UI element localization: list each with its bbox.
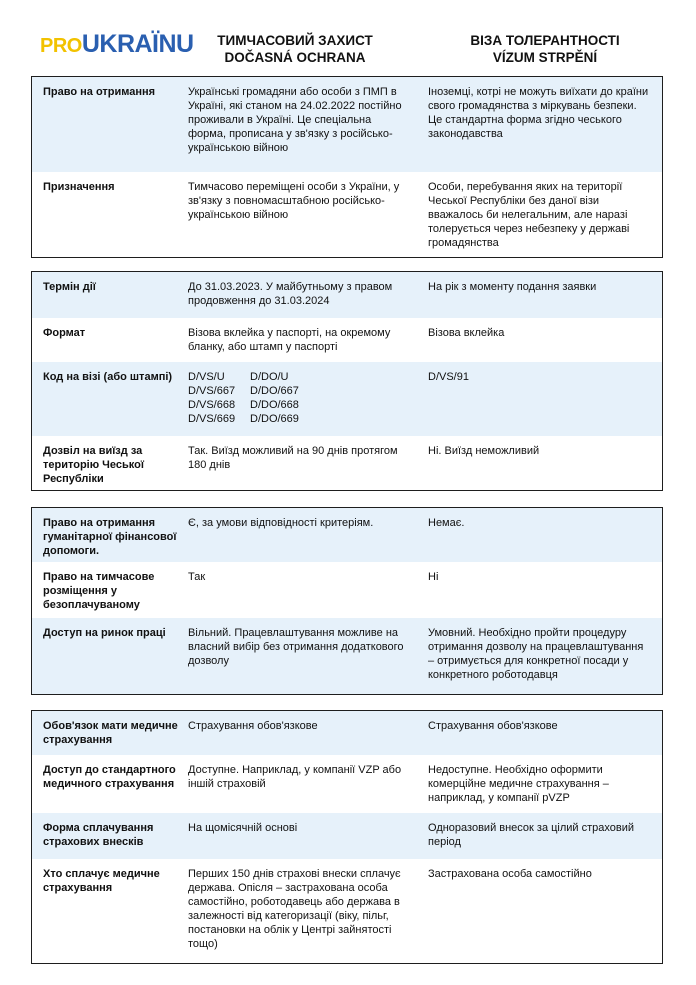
pro-ukrainu-logo: [40, 30, 194, 59]
row-label: Формат: [43, 327, 86, 339]
tolerance-visa-value: Недоступне. Необхідно оформити комерційне медичне страхування – наприклад, у компанії pVZP: [428, 764, 609, 804]
row-label: Форма сплачування страхових внесків: [43, 822, 154, 848]
column-header-tolerance-visa: [430, 32, 660, 66]
temporary-protection-value: Вільний. Працевлаштування можливе на власний вибір без отримання додаткового дозволу: [188, 627, 404, 667]
table-row: [32, 77, 662, 172]
visa-code: D/VS/668: [188, 399, 236, 411]
table-row: [32, 318, 662, 362]
temporary-protection-value: Візова вклейка у паспорті, на окремому бланку, або штамп у паспорті: [188, 327, 391, 353]
tolerance-visa-value: Умовний. Необхідно пройти процедуру отримання дозволу на працевлаштування – отримується для конкретної посади у конкретного роботодавця: [428, 627, 644, 681]
tolerance-visa-value: Ні. Виїзд неможливий: [428, 445, 540, 457]
row-label: Призначення: [43, 181, 115, 193]
temporary-protection-value: Українські громадяни або особи з ПМП в Україні, які станом на 24.02.2022 постійно проживали в Україні. Це спеціальна форма, прописана у зв'язку з російсько-українською війною: [188, 86, 402, 154]
row-label: Обов'язок мати медичне страхування: [43, 720, 178, 746]
logo-pro-text: PRO: [40, 35, 82, 57]
tolerance-visa-value: Страхування обов'язкове: [428, 720, 558, 732]
column-header-temporary-protection: [190, 32, 400, 66]
column-header-line-ua: ТИМЧАСОВИЙ ЗАХИСТ: [217, 33, 373, 48]
tolerance-visa-value: D/VS/91: [428, 371, 469, 383]
temporary-protection-value: Є, за умови відповідності критеріям.: [188, 517, 374, 529]
table-row: [32, 813, 662, 859]
visa-code: D/VS/667: [188, 385, 236, 397]
visa-code: D/DO/U: [250, 371, 289, 383]
table-row: [32, 859, 662, 963]
visa-code: D/VS/U: [188, 371, 225, 383]
visa-code: D/VS/669: [188, 413, 236, 425]
temporary-protection-value: Так. Виїзд можливий на 90 днів протягом 180 днів: [188, 445, 398, 471]
page-header: [0, 0, 696, 72]
table-row: [32, 436, 662, 490]
column-header-line-cz: DOČASNÁ OCHRANA: [224, 50, 366, 65]
temporary-protection-value: Страхування обов'язкове: [188, 720, 318, 732]
section-eligibility: [31, 76, 663, 258]
row-label: Дозвіл на виїзд за територію Чеської Республіки: [43, 445, 144, 485]
logo-ukrainu-text: UKRAÏNU: [81, 30, 194, 58]
section-social-rights: [31, 507, 663, 695]
table-row: [32, 508, 662, 562]
tolerance-visa-value: Ні: [428, 571, 439, 583]
column-header-line-cz: VÍZUM STRPĚNÍ: [492, 50, 598, 65]
table-row: [32, 562, 662, 618]
table-row: [32, 618, 662, 694]
temporary-protection-value: Тимчасово переміщені особи з України, у зв'язку з повномасштабною російсько-українською війною: [188, 181, 400, 221]
temporary-protection-value: Так: [188, 571, 206, 583]
row-label: Доступ до стандартного медичного страхування: [43, 764, 176, 790]
tolerance-visa-value: На рік з моменту подання заявки: [428, 281, 597, 293]
row-label: Право на отримання гуманітарної фінансової допомоги.: [43, 517, 177, 557]
row-label: Хто сплачує медичне страхування: [43, 868, 160, 894]
tolerance-visa-value: Одноразовий внесок за цілий страховий період: [428, 822, 635, 848]
table-row: [32, 755, 662, 813]
row-label: Код на візі (або штампі): [43, 371, 173, 383]
tolerance-visa-value: Візова вклейка: [428, 327, 505, 339]
visa-code: D/DO/667: [250, 385, 299, 397]
temporary-protection-value: На щомісячній основі: [188, 822, 298, 834]
section-validity: [31, 271, 663, 491]
row-label: Доступ на ринок праці: [43, 627, 166, 639]
column-header-line-ua: ВІЗА ТОЛЕРАНТНОСТІ: [470, 33, 620, 48]
row-label: Право на тимчасове розміщення у безоплачуваному: [43, 571, 155, 611]
row-label: Термін дії: [43, 281, 96, 293]
table-row: [32, 711, 662, 755]
tolerance-visa-value: Іноземці, котрі не можуть виїхати до країни свого громадянства з міркувань безпеки. Це стандартна форма згідно чеського законодавства: [428, 86, 649, 140]
row-label: Право на отримання: [43, 86, 156, 98]
visa-code: D/DO/668: [250, 399, 299, 411]
tolerance-visa-value: Немає.: [428, 517, 465, 529]
tolerance-visa-value: Застрахована особа самостійно: [428, 868, 592, 880]
temporary-protection-value: Доступне. Наприклад, у компанії VZP або іншій страховій: [188, 764, 402, 790]
visa-code-list: [188, 370, 410, 426]
tolerance-visa-value: Особи, перебування яких на території Чеської Республіки без даної візи вважалось би нелегальним, але наразі толерується через небезпеку у державі громадянства: [428, 181, 630, 249]
table-row: [32, 272, 662, 318]
table-row: [32, 172, 662, 257]
section-health-insurance: [31, 710, 663, 964]
visa-code: D/DO/669: [250, 413, 299, 425]
table-row: [32, 362, 662, 436]
temporary-protection-value: Перших 150 днів страхові внески сплачує держава. Опісля – застрахована особа самостійно, роботодавець або держава в залежності від категоризації (віку, пільг, постановки на облік у Центрі зайнятості тощо): [188, 868, 401, 950]
temporary-protection-value: До 31.03.2023. У майбутньому з правом продовження до 31.03.2024: [188, 281, 393, 307]
